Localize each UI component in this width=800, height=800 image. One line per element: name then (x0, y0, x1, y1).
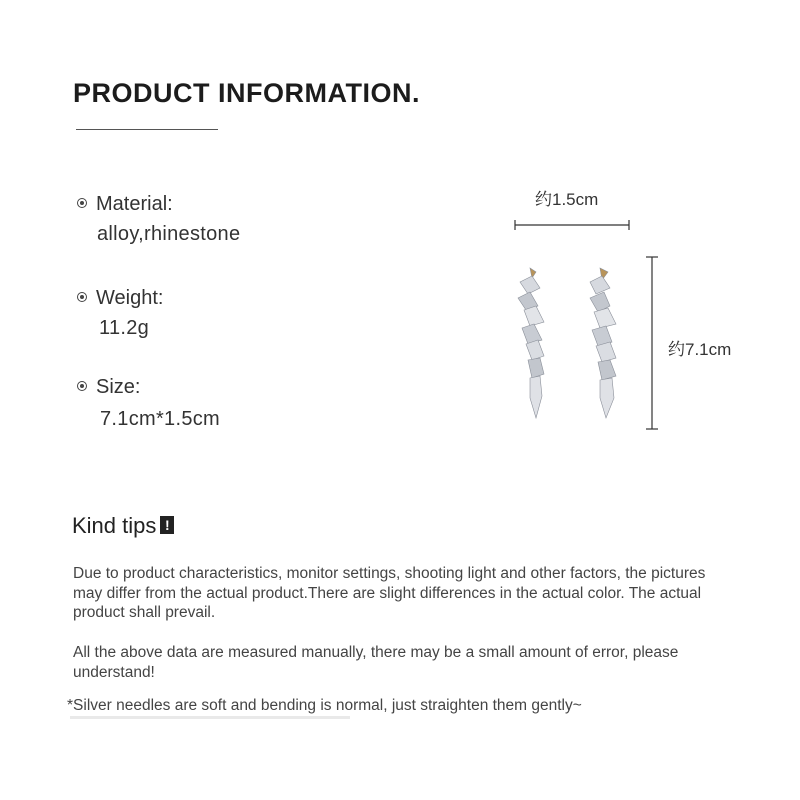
spec-size-label: Size: (96, 376, 141, 398)
spec-material-value: alloy,rhinestone (97, 223, 241, 245)
kind-tips-paragraph-2: All the above data are measured manually, there may be a small amount of error, please understand! (73, 644, 679, 681)
spec-weight-row (77, 287, 163, 310)
spec-weight (77, 287, 163, 340)
kind-tips-heading (72, 513, 174, 539)
bullet-icon (77, 381, 87, 391)
spec-size-row (77, 376, 220, 399)
spec-weight-label: Weight: (96, 287, 164, 309)
kind-tips-paragraph-1: Due to product characteristics, monitor settings, shooting light and other factors, the pictures may differ from the actual product.There are slight differences in the actual color. The actual product shall prevail. (73, 565, 706, 621)
spec-material (77, 193, 240, 246)
height-dimension-line (646, 257, 658, 429)
earring-right (590, 268, 616, 418)
title-divider (76, 129, 218, 130)
spec-size (77, 376, 220, 431)
spec-size-value: 7.1cm*1.5cm (100, 408, 221, 430)
earring-left (518, 268, 544, 418)
kind-tips-title: Kind tips (72, 513, 157, 538)
spec-material-row (77, 193, 240, 216)
bullet-icon (77, 198, 87, 208)
width-dimension-line (515, 220, 629, 230)
product-illustration (500, 210, 670, 440)
spec-weight-value: 11.2g (99, 317, 150, 339)
bullet-icon (77, 292, 87, 302)
kind-tips-note: *Silver needles are soft and bending is normal, just straighten them gently~ (67, 697, 582, 714)
exclamation-icon: ! (160, 516, 174, 534)
width-dimension-label: 约1.5cm (535, 190, 599, 209)
spec-material-label: Material: (96, 193, 173, 215)
page-title: PRODUCT INFORMATION. (73, 78, 420, 108)
height-dimension-label: 约7.1cm (668, 340, 732, 359)
note-highlight (70, 716, 350, 719)
